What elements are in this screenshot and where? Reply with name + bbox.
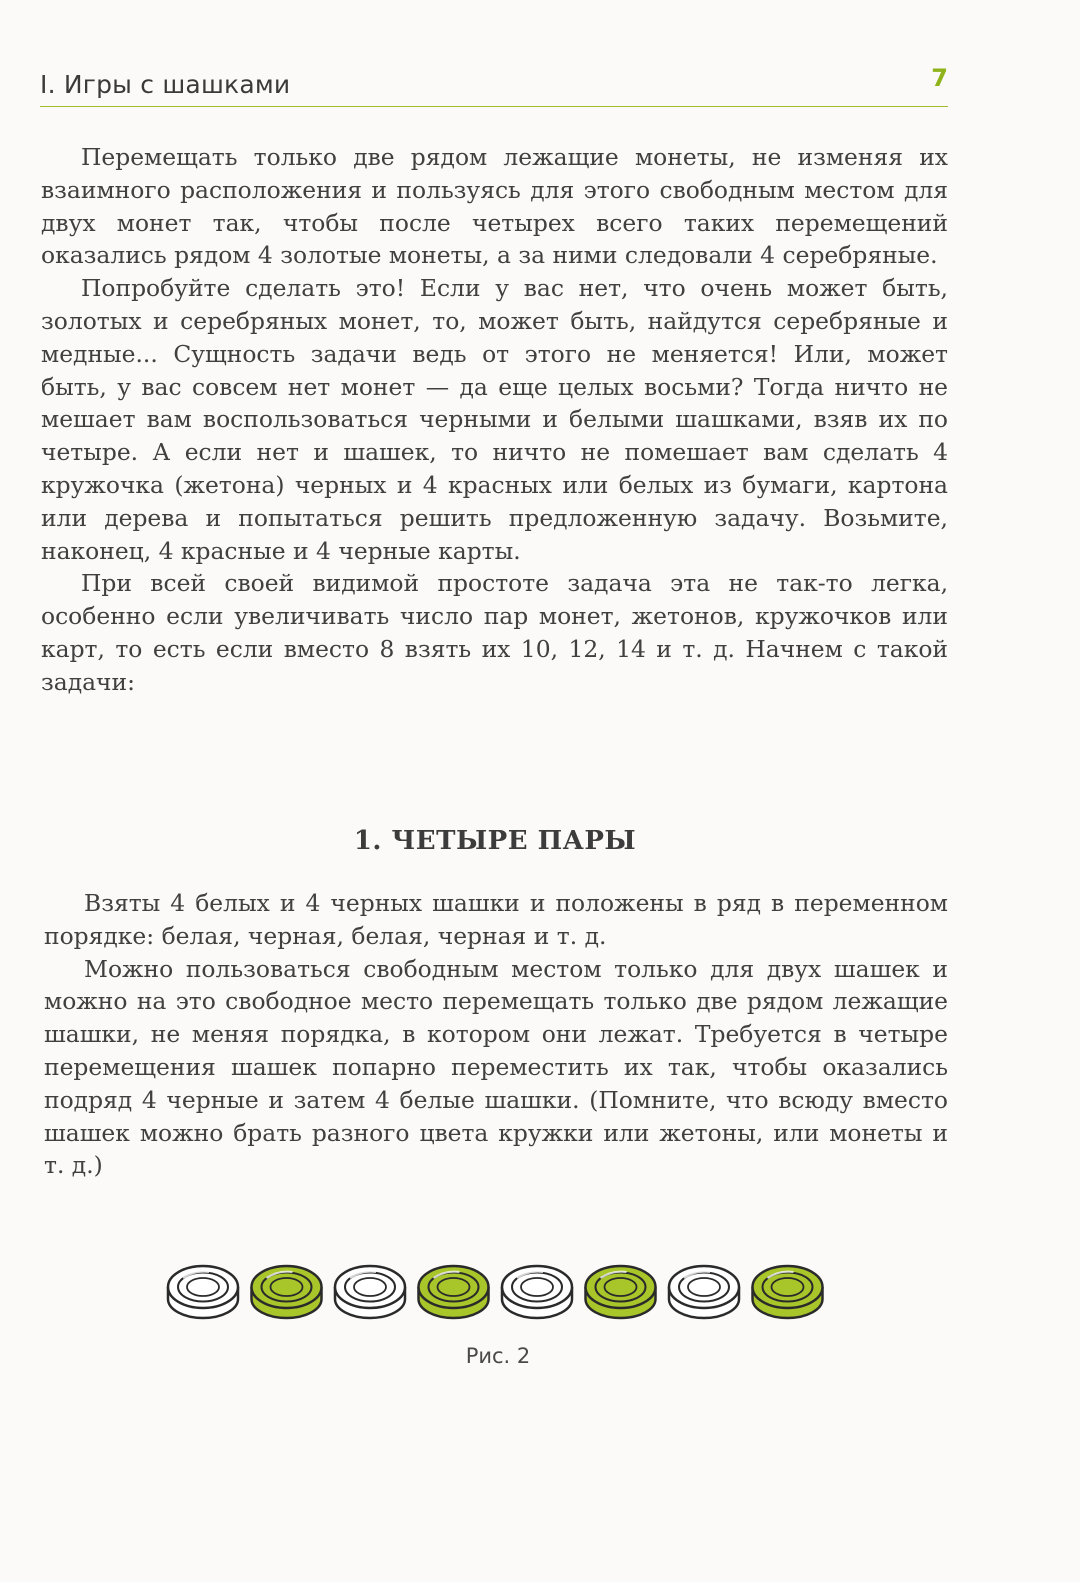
running-head: I. Игры с шашками [40,70,291,99]
page-number: 7 [931,64,948,92]
white-checker [669,1266,739,1318]
intro-text [41,141,948,699]
paragraph: Попробуйте сделать это! Если у вас нет, что очень может быть, золотых и серебряных монет, то, может быть, найдутся серебряные и медные... Сущность задачи ведь от этого не меняется! Или, может быть, у вас совсем нет монет — да еще целых восьми? Тогда ничто не мешает вам воспользоваться черными и белыми шашками, взяв их по четыре. А если нет и шашек, то ничто не помешает вам сделать 4 кружочка (жетона) черных и 4 красных или белых из бумаги, картона или дерева и попытаться решить предложенную задачу. Возьмите, наконец, 4 красные и 4 черные карты. [41,274,948,565]
problem-text [44,887,948,1182]
paragraph: Взяты 4 белых и 4 черных шашки и положены в ряд в переменном порядке: белая, черная, белая, черная и т. д. [44,889,948,950]
paragraph: Перемещать только две рядом лежащие монеты, не изменяя их взаимного расположения и пользуясь для этого свободным местом для двух монет так, чтобы после четырех всего таких перемещений оказались рядом 4 золотые монеты, а за ними следовали 4 серебряные. [41,143,948,270]
paragraph: Можно пользоваться свободным местом только для двух шашек и можно на это свободное место перемещать только две рядом лежащие шашки, не меняя порядка, в котором они лежат. Требуется в четыре перемещения шашек попарно переместить их так, чтобы оказались подряд 4 черные и затем 4 белые шашки. (Помните, что всюду вместо шашек можно брать разного цвета кружки или жетоны, или монеты и т. д.) [44,954,948,1180]
paragraph: При всей своей видимой простоте задача эта не так-то легка, особенно если увеличивать число пар монет, жетонов, кружочков или карт, то есть если вместо 8 взять их 10, 12, 14 и т. д. Начнем с такой задачи: [41,569,948,696]
section-title: 1. ЧЕТЫРЕ ПАРЫ [353,826,637,856]
black-checker [419,1266,489,1318]
white-checker [502,1266,572,1318]
white-checker [168,1266,238,1318]
white-checker [335,1266,405,1318]
checkers-figure [166,1256,830,1326]
black-checker [753,1266,823,1318]
black-checker [586,1266,656,1318]
page-header [40,64,948,107]
figure-caption: Рис. 2 [465,1344,531,1368]
black-checker [252,1266,322,1318]
